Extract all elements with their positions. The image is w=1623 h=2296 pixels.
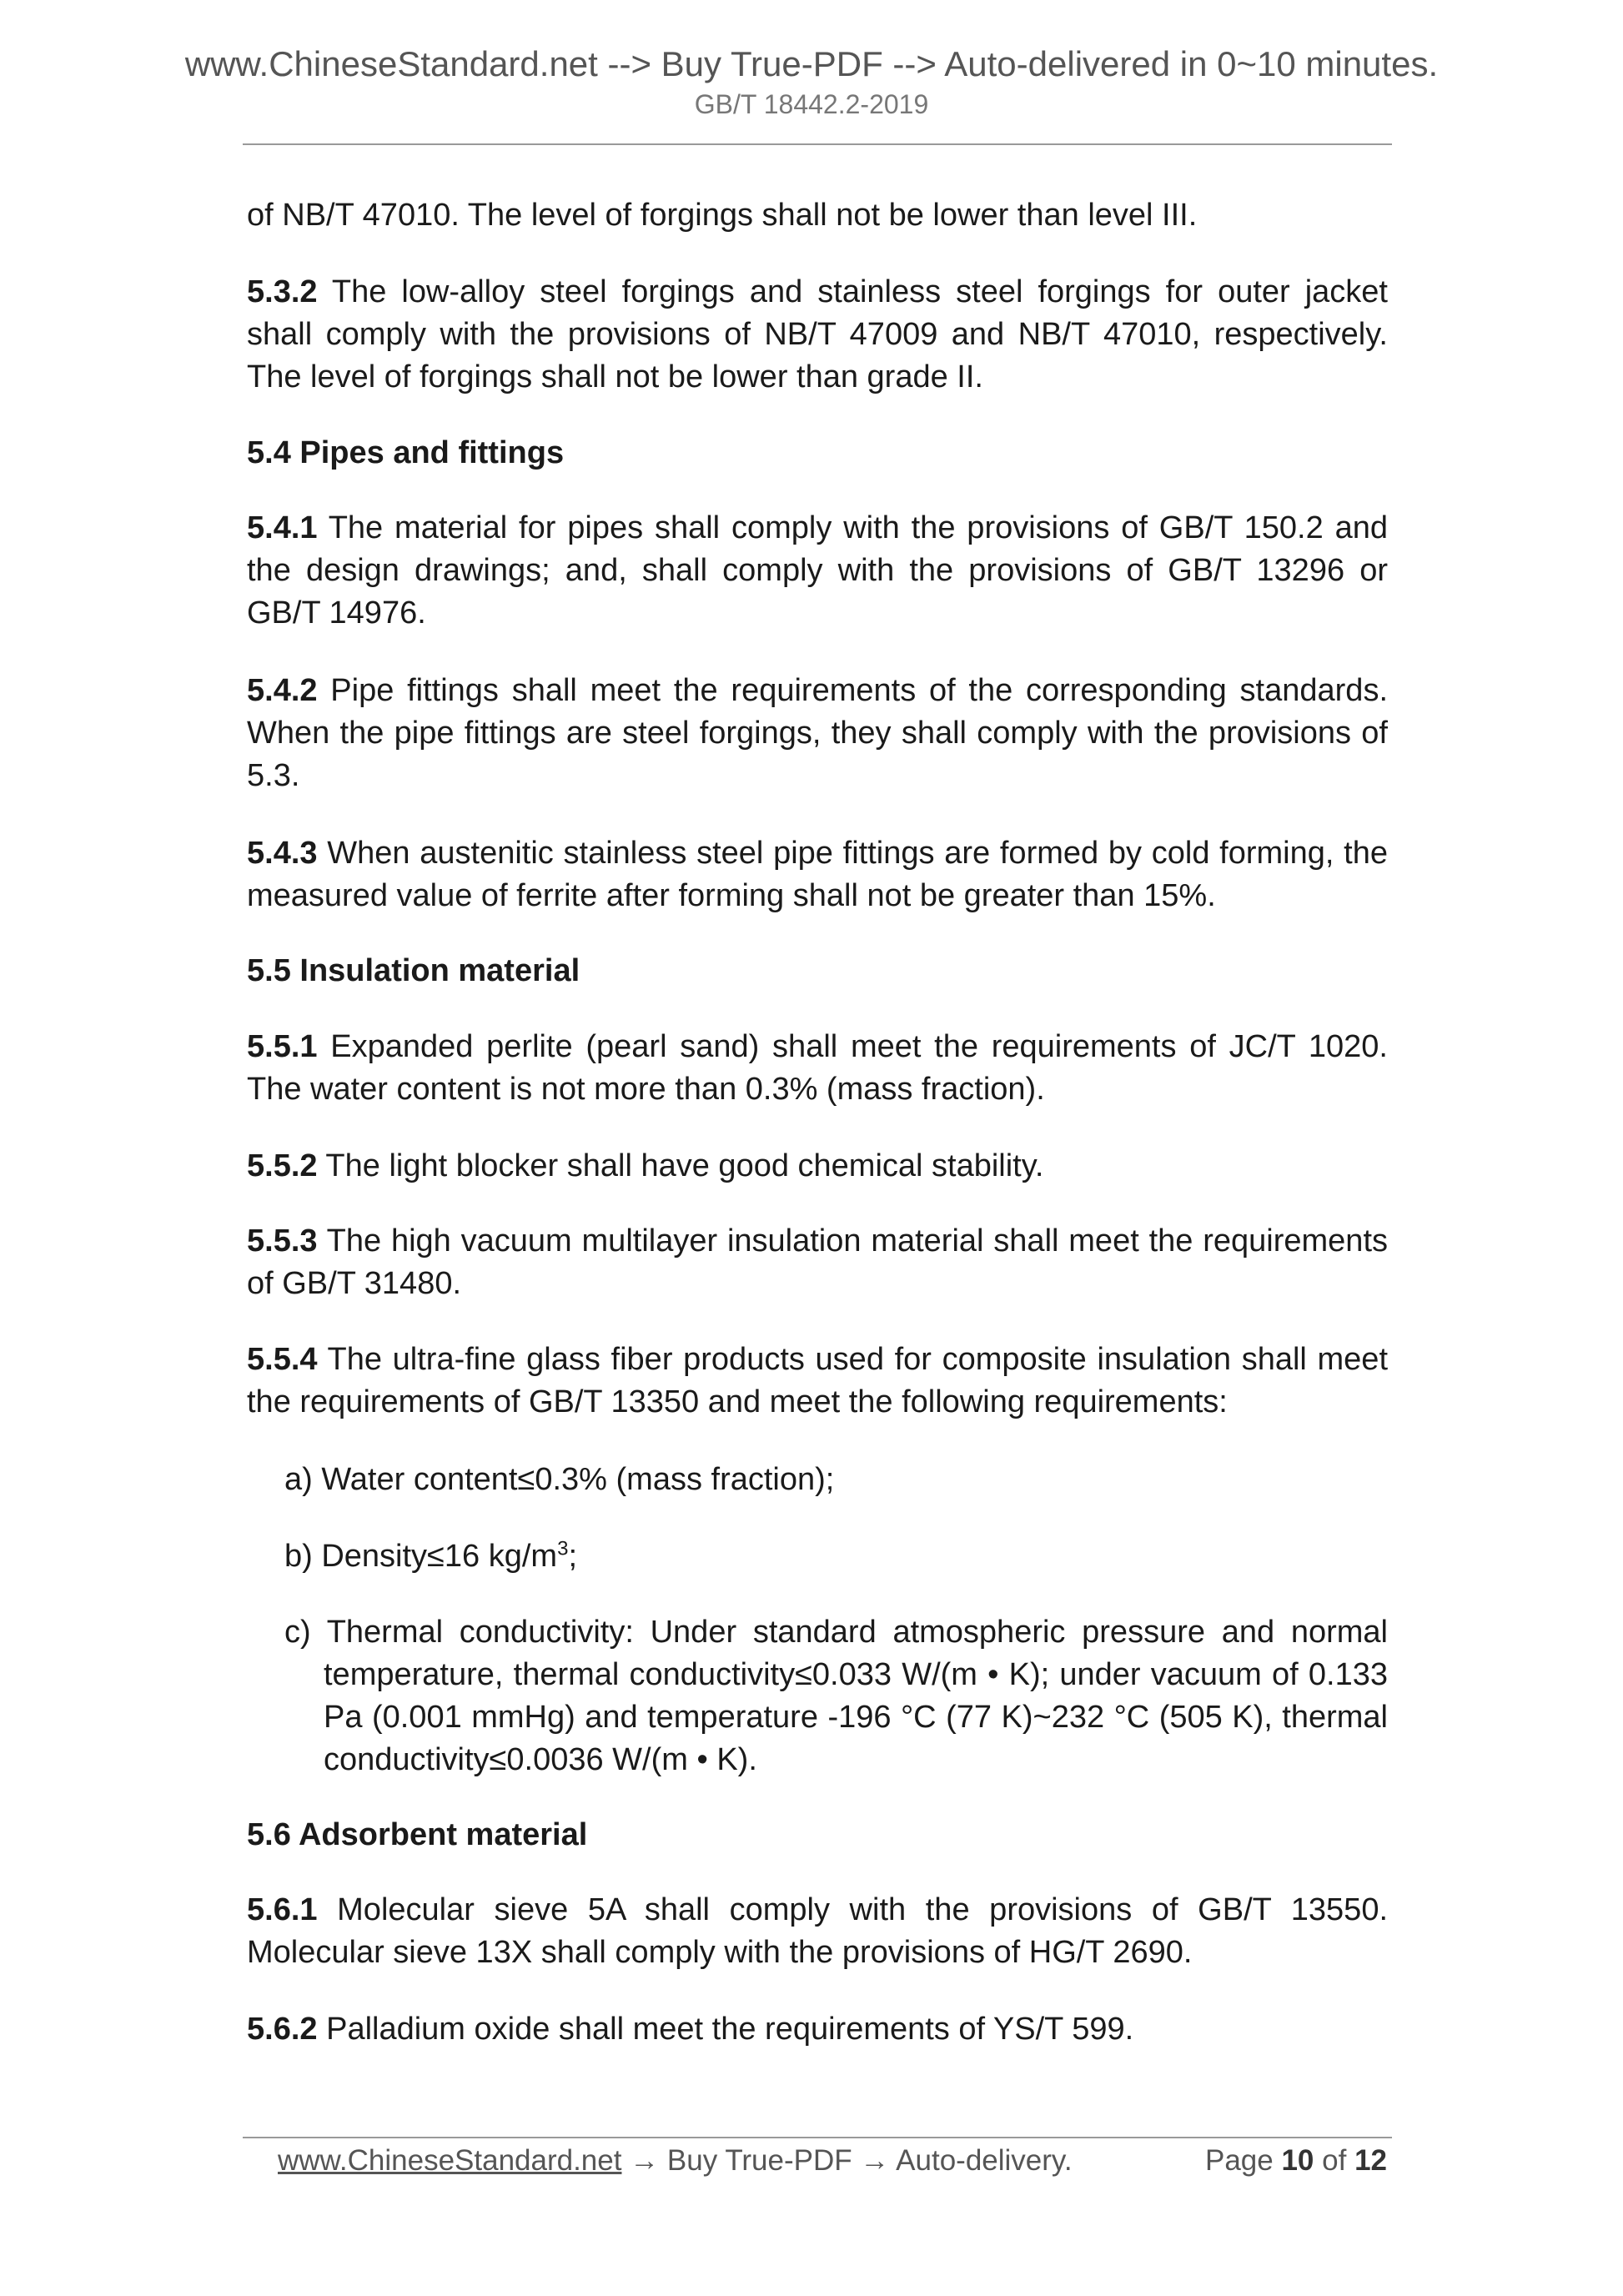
clause-text: The high vacuum multilayer insulation material shall meet the requirements of GB/T 31480. (247, 1223, 1388, 1301)
clause-5-5-1 (247, 1026, 1388, 1111)
clause-number: 5.6.1 (247, 1892, 318, 1927)
clause-number: 5.6.2 (247, 2012, 318, 2047)
clause-5-3-2 (247, 271, 1388, 399)
clause-5-6-1 (247, 1889, 1388, 1974)
header-divider (243, 143, 1392, 145)
clause-number: 5.4.3 (247, 836, 318, 871)
list-item-text: b) Density≤16 kg/m (284, 1539, 558, 1574)
clause-5-5-3 (247, 1220, 1388, 1305)
page-number (1205, 2140, 1387, 2182)
footer-divider (243, 2137, 1392, 2138)
clause-5-5-2 (247, 1145, 1388, 1188)
total-pages: 12 (1354, 2144, 1387, 2177)
section-heading-5-4: 5.4 Pipes and fittings (247, 435, 565, 470)
clause-5-4-3 (247, 832, 1388, 917)
footer-tail: → Buy True-PDF → Auto-delivery. (621, 2144, 1073, 2177)
current-page: 10 (1281, 2144, 1314, 2177)
footer-promo (278, 2140, 1073, 2182)
clause-5-5-4 (247, 1339, 1388, 1424)
clause-5-6-2 (247, 2008, 1388, 2051)
document-code: GB/T 18442.2-2019 (694, 89, 929, 119)
clause-5-4-1 (247, 507, 1388, 635)
paragraph-text: of NB/T 47010. The level of forgings shall not be lower than level III. (247, 198, 1198, 233)
clause-text: The light blocker shall have good chemical stability. (325, 1148, 1044, 1183)
clause-5-4-2 (247, 670, 1388, 797)
clause-number: 5.5.1 (247, 1029, 318, 1064)
clause-text: The ultra-fine glass fiber products used for composite insulation shall meet the requirements of GB/T 13350 and meet the following requirements: (247, 1342, 1388, 1419)
clause-text: Palladium oxide shall meet the requirements of YS/T 599. (326, 2012, 1134, 2047)
clause-number: 5.4.2 (247, 673, 318, 708)
clause-number: 5.4.1 (247, 510, 318, 545)
list-item-text: c) Thermal conductivity: Under standard atmospheric pressure and normal temperature, thermal conductivity≤0.033 W/(m • K); under vacuum of 0.133 Pa (0.001 mmHg) and temperature -196 °C (77 K)~232 °C (505 K), thermal conductivity≤0.0036 W/(m • K). (284, 1615, 1388, 1777)
clause-text: Molecular sieve 5A shall comply with the provisions of GB/T 13550. Molecular sieve 13X shall comply with the provisions of HG/T 2690. (247, 1892, 1389, 1970)
list-item-text: a) Water content≤0.3% (mass fraction); (284, 1462, 835, 1497)
clause-text: Expanded perlite (pearl sand) shall meet the requirements of JC/T 1020. The water content is not more than 0.3% (mass fraction). (247, 1029, 1388, 1107)
page-header (0, 43, 1623, 120)
list-item-end: ; (568, 1539, 578, 1574)
clause-text: The material for pipes shall comply with the provisions of GB/T 150.2 and the design drawings; and, shall comply with the provisions of GB/T 13296 or GB/T 14976. (247, 510, 1388, 631)
footer-link[interactable]: www.ChineseStandard.net (278, 2144, 622, 2177)
section-heading-5-6: 5.6 Adsorbent material (247, 1817, 588, 1852)
clause-number: 5.5.2 (247, 1148, 318, 1183)
section-heading-5-5: 5.5 Insulation material (247, 953, 580, 988)
clause-number: 5.5.4 (247, 1342, 318, 1377)
of-label: of (1322, 2144, 1347, 2177)
clause-text: Pipe fittings shall meet the requirements of the corresponding standards. When the pipe fittings are steel forgings, they shall comply with the provisions of 5.3. (247, 673, 1388, 793)
clause-text: When austenitic stainless steel pipe fittings are formed by cold forming, the measured value of ferrite after forming shall not be greater than 15%. (247, 836, 1388, 913)
page-label: Page (1204, 2144, 1274, 2177)
clause-number: 5.5.3 (247, 1223, 318, 1259)
clause-text: The low-alloy steel forgings and stainless steel forgings for outer jacket shall comply with the provisions of NB/T 47009 and NB/T 47010, respectively. The level of forgings shall not be lower than grade II. (247, 274, 1388, 394)
list-item-a (284, 1459, 1388, 1501)
header-banner: www.ChineseStandard.net --> Buy True-PDF --> Auto-delivered in 0~10 minutes. (184, 44, 1439, 83)
page-footer (278, 2140, 1387, 2182)
superscript: 3 (557, 1537, 569, 1560)
list-item-b (284, 1535, 1388, 1578)
clause-number: 5.3.2 (247, 274, 318, 309)
paragraph-continued (247, 194, 1388, 237)
list-item-c (284, 1611, 1388, 1781)
